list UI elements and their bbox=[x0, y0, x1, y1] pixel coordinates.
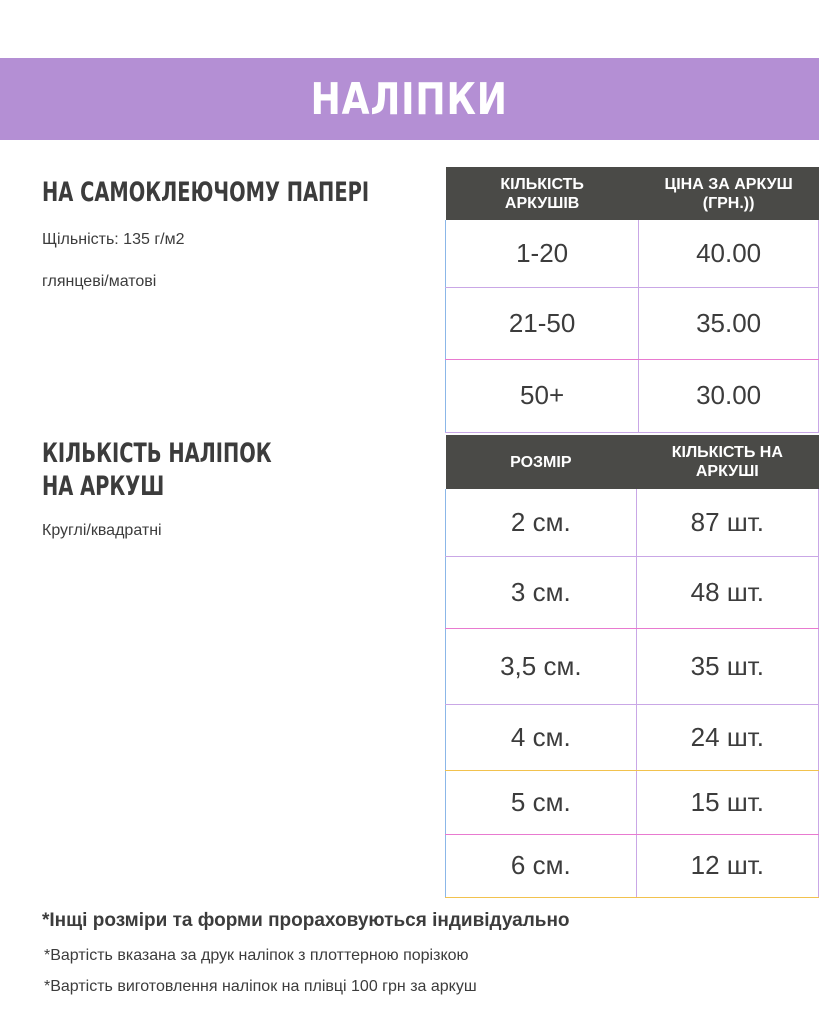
table-row bbox=[446, 834, 819, 897]
price-cell: 40.00 bbox=[639, 220, 819, 287]
count-header-line1: КІЛЬКІСТЬ НА bbox=[671, 444, 783, 461]
footer-note-plotter: *Вартість вказана за друк наліпок з плоттерною порізкою bbox=[44, 947, 469, 964]
price-header-line1: ЦІНА ЗА АРКУШ bbox=[664, 175, 793, 193]
footer-note-custom: *Інщі розміри та форми прораховуються індивідуально bbox=[42, 910, 570, 931]
title-banner bbox=[0, 58, 819, 140]
stickers-heading-line1: КІЛЬКІСТЬ НАЛІПОК bbox=[42, 438, 272, 469]
table-row bbox=[446, 770, 819, 834]
qty-header bbox=[446, 167, 639, 220]
count-cell: 87 шт. bbox=[636, 489, 818, 556]
table-row bbox=[446, 556, 819, 628]
count-header-line2: АРКУШІ bbox=[695, 463, 759, 480]
paper-heading-text: НА САМОКЛЕЮЧОМУ ПАПЕРІ bbox=[42, 177, 370, 208]
price-cell: 30.00 bbox=[639, 359, 819, 432]
count-cell: 24 шт. bbox=[636, 704, 818, 770]
size-header-text: РОЗМІР bbox=[510, 453, 572, 471]
count-header bbox=[636, 435, 818, 489]
count-cell: 12 шт. bbox=[636, 834, 818, 897]
qty-cell: 21-50 bbox=[446, 287, 639, 359]
count-cell: 48 шт. bbox=[636, 556, 818, 628]
footer-note-film: *Вартість виготовлення наліпок на плівці 100 грн за аркуш bbox=[44, 978, 477, 995]
shapes-text: Круглі/квадратні bbox=[42, 522, 162, 539]
table-row bbox=[446, 628, 819, 704]
count-cell: 15 шт. bbox=[636, 770, 818, 834]
qty-header-line1: КІЛЬКІСТЬ bbox=[500, 175, 584, 193]
table-row bbox=[446, 359, 819, 432]
paper-heading bbox=[42, 176, 369, 209]
size-cell: 2 см. bbox=[446, 489, 637, 556]
price-header bbox=[639, 167, 819, 220]
qty-cell: 50+ bbox=[446, 359, 639, 432]
size-cell: 3 см. bbox=[446, 556, 637, 628]
table-row bbox=[446, 704, 819, 770]
finish-text: глянцеві/матові bbox=[42, 273, 157, 290]
size-cell: 6 см. bbox=[446, 834, 637, 897]
table-row bbox=[446, 489, 819, 556]
size-cell: 3,5 см. bbox=[446, 628, 637, 704]
size-cell: 5 см. bbox=[446, 770, 637, 834]
size-table bbox=[445, 435, 819, 898]
count-cell: 35 шт. bbox=[636, 628, 818, 704]
density-text: Щільність: 135 г/м2 bbox=[42, 231, 185, 248]
size-cell: 4 см. bbox=[446, 704, 637, 770]
price-table-header bbox=[446, 167, 819, 220]
qty-cell: 1-20 bbox=[446, 220, 639, 287]
table-row bbox=[446, 287, 819, 359]
page-title: НАЛІПКИ bbox=[310, 73, 509, 125]
size-header bbox=[446, 435, 637, 489]
price-cell: 35.00 bbox=[639, 287, 819, 359]
price-table bbox=[445, 167, 819, 433]
stickers-per-sheet-heading bbox=[42, 437, 272, 503]
table-row bbox=[446, 220, 819, 287]
price-header-line2: (ГРН.)) bbox=[702, 194, 755, 212]
size-table-header bbox=[446, 435, 819, 489]
qty-header-line2: АРКУШІВ bbox=[504, 194, 580, 212]
stickers-heading-line2: НА АРКУШ bbox=[42, 471, 165, 502]
